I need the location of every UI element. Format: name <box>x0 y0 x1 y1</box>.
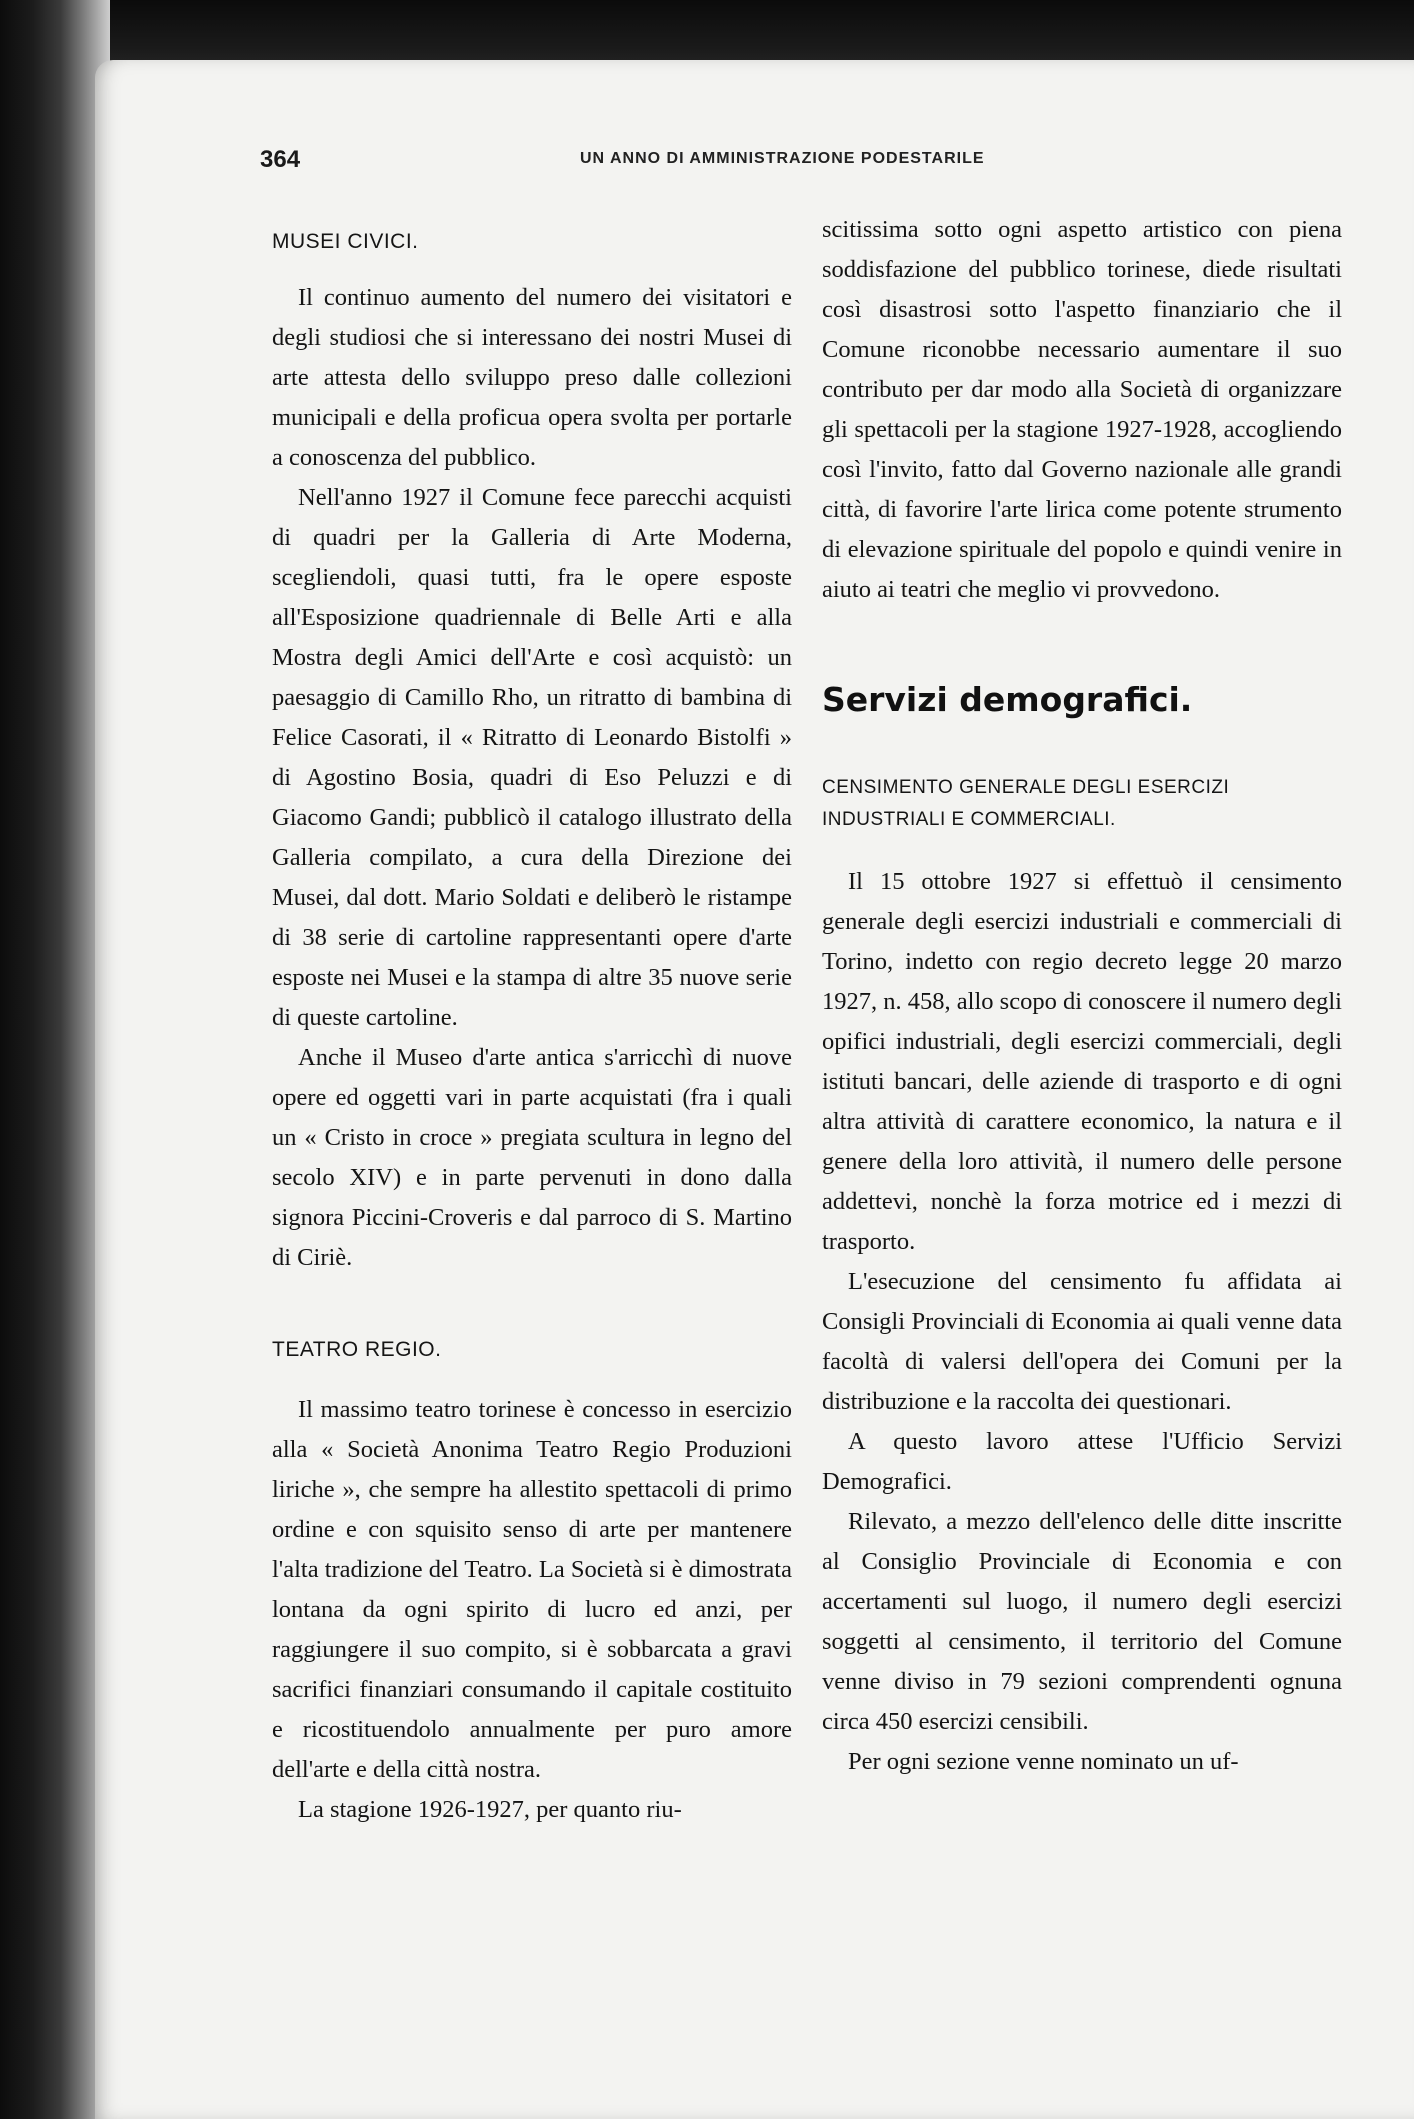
paragraph-continuation: scitissima sotto ogni aspetto artistico con piena soddisfazione del pubblico torinese, diede risultati così disastrosi sotto l'aspetto finanziario che il Comune riconobbe necessario aumentare il suo contributo per dar modo alla Società di organizzare gli spettacoli per la stagione 1927-1928, accogliendo così l'invito, fatto dal Governo nazionale alle grandi città, di favorire l'arte lirica come potente strumento di elevazione spirituale del popolo e quindi venire in aiuto ai teatri che meglio vi provvedono. <box>822 216 1342 603</box>
paragraph: Per ogni sezione venne nominato un uf- <box>848 1748 1239 1775</box>
paragraph: Il 15 ottobre 1927 si effettuò il censimento generale degli esercizi industriali e commerciali di Torino, indetto con regio decreto legge 20 marzo 1927, n. 458, allo scopo di conoscere il numero degli opifici industriali, degli esercizi commerciali, degli istituti bancari, delle aziende di trasporto e di ogni altra attività di carattere economico, la natura e il genere della loro attività, il numero delle persone addettevi, nonchè la forza motrice ed i mezzi di trasporto. <box>822 868 1342 1255</box>
running-head: UN ANNO DI AMMINISTRAZIONE PODESTARILE <box>580 150 985 167</box>
paragraph: A questo lavoro attese l'Ufficio Servizi Demografici. <box>822 1428 1342 1495</box>
major-heading-servizi-demografici: Servizi demografici. <box>822 680 1193 719</box>
section-heading-censimento: CENSIMENTO GENERALE DEGLI ESERCIZI INDUSTRIALI E COMMERCIALI. <box>822 777 1230 830</box>
paragraph: Nell'anno 1927 il Comune fece parecchi acquisti di quadri per la Galleria di Arte Moderna, scegliendoli, quasi tutti, fra le opere esposte all'Esposizione quadriennale di Belle Arti e alla Mostra degli Amici dell'Arte e così acquistò: un paesaggio di Camillo Rho, un ritratto di bambina di Felice Casorati, il « Ritratto di Leonardo Bistolfi » di Agostino Bosia, quadri di Eso Peluzzi e di Giacomo Gandi; pubblicò il catalogo illustrato della Galleria compilato, a cura della Direzione dei Musei, dal dott. Mario Soldati e deliberò le ristampe di 38 serie di cartoline rappresentanti opere d'arte esposte nei Musei e la stampa di altre 35 nuove serie di queste cartoline. <box>272 484 792 1031</box>
page-number: 364 <box>260 146 301 173</box>
right-column <box>822 210 1342 1782</box>
paragraph: Anche il Museo d'arte antica s'arricchì di nuove opere ed oggetti vari in parte acquistati (fra i quali un « Cristo in croce » pregiata scultura in legno del secolo XIV) e in parte pervenuti in dono dalla signora Piccini-Croveris e dal parroco di S. Martino di Ciriè. <box>272 1044 792 1271</box>
section-heading-musei-civici: MUSEI CIVICI. <box>272 230 419 253</box>
scan-dark-border-left <box>0 0 110 2119</box>
section-heading-teatro-regio: TEATRO REGIO. <box>272 1338 442 1361</box>
paragraph: L'esecuzione del censimento fu affidata ai Consigli Provinciali di Economia ai quali venne data facoltà di valersi dell'opera dei Comuni per la distribuzione e la raccolta dei questionari. <box>822 1268 1342 1415</box>
left-column <box>272 210 792 1830</box>
paragraph: Il continuo aumento del numero dei visitatori e degli studiosi che si interessano dei nostri Musei di arte attesta dello sviluppo preso dalle collezioni municipali e della proficua opera svolta per portarle a conoscenza del pubblico. <box>272 284 792 471</box>
paragraph: La stagione 1926-1927, per quanto riu- <box>298 1796 682 1823</box>
page-header <box>260 146 1260 176</box>
paragraph: Il massimo teatro torinese è concesso in esercizio alla « Società Anonima Teatro Regio Produzioni liriche », che sempre ha allestito spettacoli di primo ordine e con squisito senso di arte per mantenere l'alta tradizione del Teatro. La Società si è dimostrata lontana da ogni spirito di lucro ed anzi, per raggiungere il suo compito, si è sobbarcata a gravi sacrifici finanziari consumando il capitale costituito e ricostituendolo annualmente per puro amore dell'arte e della città nostra. <box>272 1396 792 1783</box>
paragraph: Rilevato, a mezzo dell'elenco delle ditte inscritte al Consiglio Provinciale di Economia e con accertamenti sul luogo, il numero degli esercizi soggetti al censimento, il territorio del Comune venne diviso in 79 sezioni comprendenti ognuna circa 450 esercizi censibili. <box>822 1508 1342 1735</box>
